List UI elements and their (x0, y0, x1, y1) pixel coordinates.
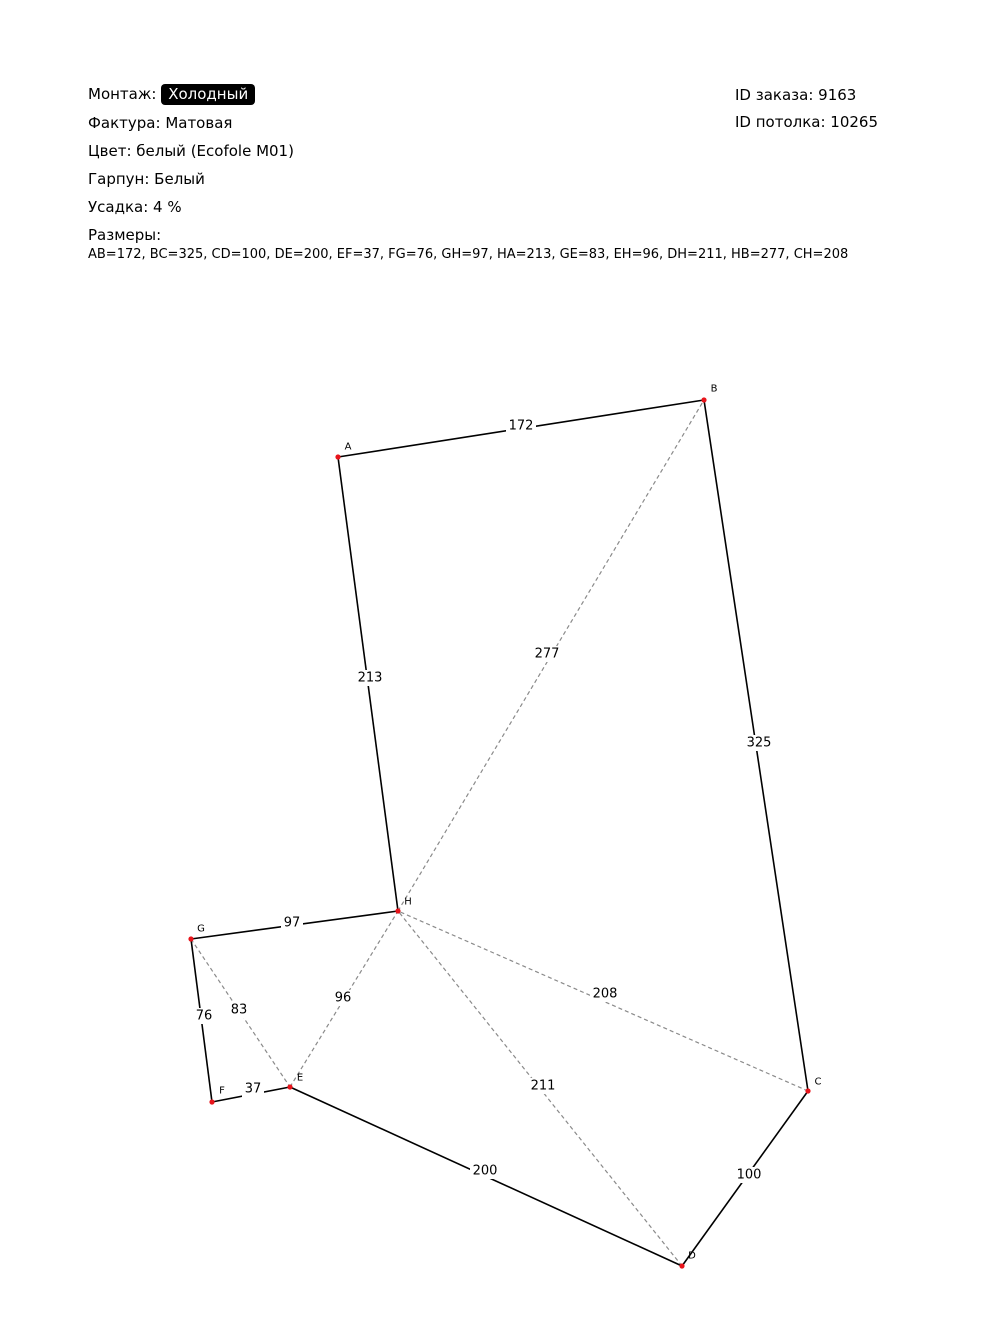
edge-length-label-EH: 96 (334, 990, 352, 1006)
edge-length-label-HA: 213 (357, 670, 383, 686)
shrink-row: Усадка: 4 % (88, 198, 182, 216)
point-label-C: C (814, 1076, 822, 1088)
ceiling-id: ID потолка: 10265 (735, 113, 879, 131)
dims-list: AB=172, BC=325, CD=100, DE=200, EF=37, FG=76, GH=97, HA=213, GE=83, EH=96, DH=211, HB=277, CH=208 (88, 247, 849, 262)
point-B (701, 397, 706, 402)
edge-length-label-CD: 100 (736, 1167, 762, 1183)
color-row: Цвет: белый (Ecofole M01) (88, 142, 294, 160)
point-label-E: E (296, 1072, 304, 1084)
points-layer (188, 384, 821, 1269)
point-label-H: H (404, 896, 412, 908)
point-D (679, 1263, 684, 1268)
edge-length-label-EF: 37 (244, 1081, 262, 1097)
point-label-A: A (344, 441, 352, 453)
order-id: ID заказа: 9163 (735, 86, 857, 104)
point-label-F: F (219, 1085, 225, 1097)
edge-length-label-AB: 172 (508, 418, 534, 434)
point-label-B: B (710, 383, 718, 395)
point-C (805, 1088, 810, 1093)
edge-labels-layer (193, 418, 774, 1183)
edge-length-label-DH: 211 (530, 1078, 556, 1094)
point-A (335, 454, 340, 459)
point-G (188, 936, 193, 941)
edge-length-label-BC: 325 (746, 735, 772, 751)
point-F (209, 1099, 214, 1104)
edge-length-label-DE: 200 (472, 1163, 498, 1179)
dims-title: Размеры: (88, 226, 162, 244)
harpoon-row: Гарпун: Белый (88, 170, 205, 188)
edge-length-label-CH: 208 (592, 986, 618, 1002)
texture-row: Фактура: Матовая (88, 114, 233, 132)
edge-length-label-GE: 83 (230, 1002, 248, 1018)
edges-layer (191, 400, 808, 1266)
edge-length-label-GH: 97 (283, 915, 301, 931)
edge-length-label-FG: 76 (195, 1008, 213, 1024)
point-H (395, 908, 400, 913)
edge-length-label-HB: 277 (534, 646, 560, 662)
mount-badge: Холодный (161, 84, 255, 105)
mount-label: Монтаж: (88, 85, 157, 103)
point-E (287, 1084, 292, 1089)
point-label-G: G (197, 923, 205, 935)
point-label-D: D (688, 1250, 696, 1262)
